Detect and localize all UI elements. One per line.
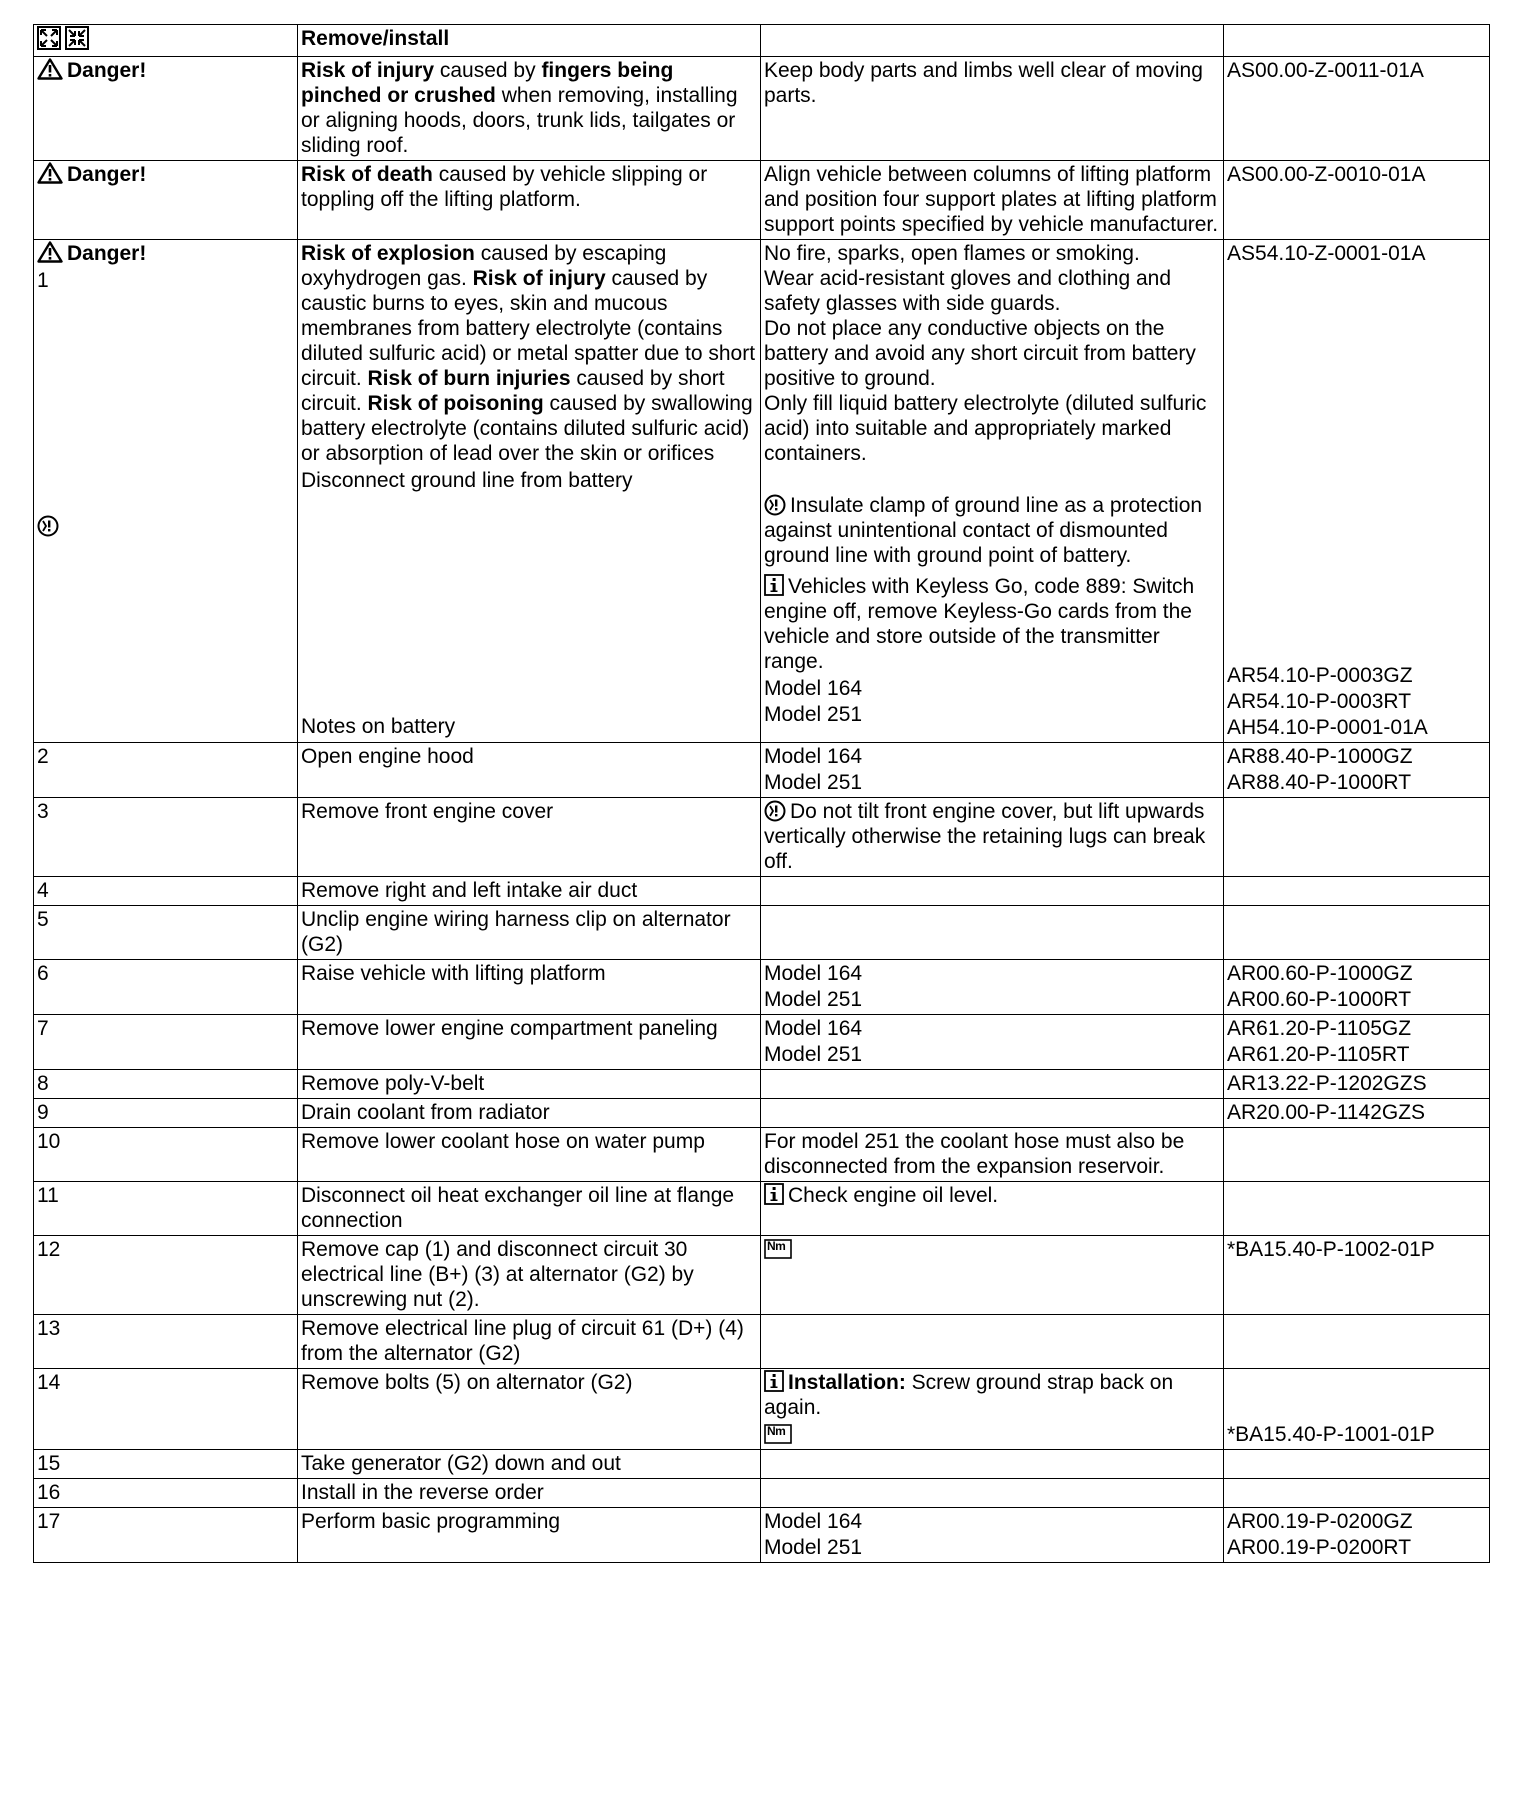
procedure-table (33, 24, 1490, 1563)
model-label: Model 164 (764, 962, 863, 985)
install-icon (65, 26, 89, 50)
step-number: 6 (37, 962, 49, 985)
step-action: Remove electrical line plug of circuit 61 (D+) (4) from the alternator (G2) (301, 1317, 744, 1365)
model-label: Model 164 (764, 1510, 863, 1533)
step-row (34, 1450, 1490, 1479)
step-action-cell (298, 1128, 761, 1182)
step-number: 16 (37, 1481, 61, 1504)
info-icon (764, 574, 784, 596)
document-ref: AH54.10-P-0001-01A (1227, 716, 1428, 739)
step-row (34, 1182, 1490, 1236)
model-label: Model 251 (764, 771, 863, 794)
step-note-cell (761, 743, 1224, 798)
step-number-cell (34, 1236, 298, 1315)
step-number: 11 (37, 1184, 59, 1207)
step-ref-cell (1224, 1315, 1490, 1369)
step-action: Remove lower engine compartment paneling (301, 1017, 718, 1040)
info-text: Vehicles with Keyless Go, code 889: Switch engine off, remove Keyless-Go cards from the vehicle and store outside of the transmitter range. (764, 575, 1195, 673)
danger-word: Danger! (67, 59, 147, 82)
step-action: Disconnect oil heat exchanger oil line at flange connection (301, 1184, 735, 1232)
step-number: 14 (37, 1371, 61, 1394)
hazard-text: when removing, installing or aligning hoods, doors, trunk lids, tailgates or sliding roof. (301, 84, 738, 157)
step-row (34, 877, 1490, 906)
danger-measure-cell (761, 161, 1224, 240)
info-icon (764, 1183, 784, 1205)
step-row (34, 1128, 1490, 1182)
danger-word: Danger! (67, 242, 147, 265)
danger-ref-cell (1224, 57, 1490, 161)
hazard-text: Risk of poisoning (367, 392, 544, 415)
danger-ref-cell (1224, 161, 1490, 240)
step-number-cell (34, 960, 298, 1015)
step-ref-cell (1224, 1479, 1490, 1508)
header-row (34, 25, 1490, 57)
step-text: For model 251 the coolant hose must also be disconnected from the expansion reservoir. (764, 1130, 1185, 1178)
document-ref: *BA15.40-P-1001-01P (1227, 1423, 1435, 1446)
hazard-text: caused by caustic burns to eyes, skin and mucous membranes from battery electrolyte (contains diluted sulfuric acid) or metal spatter due to short circuit. (301, 267, 756, 390)
danger-row (34, 240, 1490, 743)
step-ref-cell (1224, 960, 1490, 1015)
note-block (764, 493, 1220, 568)
warning-triangle-icon (37, 58, 63, 80)
step-row (34, 1015, 1490, 1070)
danger-measure: Align vehicle between columns of lifting platform and position four support plates at lifting platform support points specified by vehicle manufacturer. (764, 163, 1219, 236)
step-action: Take generator (G2) down and out (301, 1452, 621, 1475)
danger-label (37, 163, 146, 186)
warning-triangle-icon (37, 241, 63, 263)
header-icons-cell (34, 25, 298, 57)
step-row (34, 1236, 1490, 1315)
step-note-cell (761, 1315, 1224, 1369)
step-note-cell (761, 1450, 1224, 1479)
info-block (764, 1183, 1220, 1208)
step-action-cell (298, 1015, 761, 1070)
torque-block (764, 1237, 1220, 1262)
step-note-cell (761, 877, 1224, 906)
step-note-cell (761, 906, 1224, 960)
document-ref: AR54.10-P-0003GZ (1227, 664, 1413, 687)
danger-label-cell (34, 240, 298, 743)
note-icon (37, 515, 59, 537)
document-ref: AR61.20-P-1105RT (1227, 1043, 1410, 1066)
step-note-cell (761, 1182, 1224, 1236)
model-label: Model 164 (764, 677, 863, 700)
step-action-cell (298, 1182, 761, 1236)
step-ref-cell (1224, 1236, 1490, 1315)
document-ref: AR88.40-P-1000RT (1227, 771, 1412, 794)
step-number: 15 (37, 1452, 61, 1475)
hazard-text: caused by vehicle slipping or toppling off the lifting platform. (301, 163, 708, 211)
document-ref: AR00.60-P-1000RT (1227, 988, 1412, 1011)
info-block (764, 1370, 1220, 1420)
danger-hazard-cell (298, 161, 761, 240)
step-ref-cell (1224, 798, 1490, 877)
step-number-cell (34, 1315, 298, 1369)
step-row (34, 798, 1490, 877)
note-icon (764, 494, 786, 516)
step-action: Unclip engine wiring harness clip on alternator (G2) (301, 908, 731, 956)
step-action: Remove right and left intake air duct (301, 879, 638, 902)
step-ref-cell (1224, 1015, 1490, 1070)
info-block (764, 574, 1220, 674)
danger-measure-line: Only fill liquid battery electrolyte (diluted sulfuric acid) into suitable and appropriately marked containers. (764, 392, 1207, 465)
danger-measure-line: Do not place any conductive objects on the battery and avoid any short circuit from battery positive to ground. (764, 317, 1196, 390)
step-number-cell (34, 743, 298, 798)
step-action-cell (298, 1369, 761, 1450)
document-ref: AR20.00-P-1142GZS (1227, 1101, 1426, 1124)
note-block (764, 799, 1220, 874)
step-number-cell (34, 906, 298, 960)
step-action: Notes on battery (301, 715, 456, 738)
danger-hazard-cell (298, 240, 761, 743)
step-action-cell (298, 1508, 761, 1563)
danger-measure-line: No fire, sparks, open flames or smoking. (764, 242, 1140, 265)
step-ref-cell (1224, 877, 1490, 906)
step-row (34, 906, 1490, 960)
step-note-cell (761, 1508, 1224, 1563)
info-title: Installation: (788, 1371, 906, 1394)
step-number-cell (34, 1450, 298, 1479)
document-ref: AR00.19-P-0200GZ (1227, 1510, 1413, 1533)
step-row (34, 1508, 1490, 1563)
danger-label (37, 242, 146, 265)
step-ref-cell (1224, 1070, 1490, 1099)
danger-row (34, 57, 1490, 161)
step-ref-cell (1224, 1128, 1490, 1182)
step-action-cell (298, 877, 761, 906)
model-label: Model 251 (764, 703, 863, 726)
step-action-cell (298, 1315, 761, 1369)
step-action: Remove bolts (5) on alternator (G2) (301, 1371, 633, 1394)
step-note-cell (761, 1099, 1224, 1128)
step-number: 3 (37, 800, 49, 823)
hazard-text: Risk of burn injuries (367, 367, 571, 390)
step-number-cell (34, 877, 298, 906)
step-action-cell (298, 798, 761, 877)
step-number: 7 (37, 1017, 49, 1040)
step-number-cell (34, 1099, 298, 1128)
document-ref: AR00.60-P-1000GZ (1227, 962, 1413, 985)
document-ref: AS00.00-Z-0010-01A (1227, 163, 1426, 186)
step-ref-cell (1224, 1508, 1490, 1563)
step-action: Raise vehicle with lifting platform (301, 962, 606, 985)
model-label: Model 164 (764, 745, 863, 768)
step-action: Perform basic programming (301, 1510, 561, 1533)
step-action-cell (298, 960, 761, 1015)
step-action: Remove front engine cover (301, 800, 554, 823)
step-number-cell (34, 1070, 298, 1099)
step-row (34, 960, 1490, 1015)
document-ref: AS00.00-Z-0011-01A (1227, 59, 1424, 82)
torque-nm-label: Nm (767, 1424, 786, 1438)
hazard-text: caused by escaping oxyhydrogen gas. (301, 242, 667, 290)
step-row (34, 1315, 1490, 1369)
step-number: 9 (37, 1101, 49, 1124)
step-action-cell (298, 1099, 761, 1128)
torque-nm-badge (764, 1422, 792, 1442)
step-ref-cell (1224, 906, 1490, 960)
model-label: Model 251 (764, 1536, 863, 1559)
document-ref: AR54.10-P-0003RT (1227, 690, 1412, 713)
danger-label-cell (34, 57, 298, 161)
step-action-cell (298, 1236, 761, 1315)
step-number-cell (34, 1128, 298, 1182)
step-ref-cell (1224, 743, 1490, 798)
step-number: 17 (37, 1510, 61, 1533)
hazard-text: fingers being pinched or crushed (301, 59, 674, 107)
document-ref: AR88.40-P-1000GZ (1227, 745, 1413, 768)
step-number-cell (34, 1479, 298, 1508)
step-number: 13 (37, 1317, 61, 1340)
warning-triangle-icon (37, 162, 63, 184)
notes-icon-wrap (37, 514, 294, 539)
danger-word: Danger! (67, 163, 147, 186)
danger-hazard-cell (298, 57, 761, 161)
danger-measure-cell (761, 240, 1224, 743)
step-note-cell (761, 1070, 1224, 1099)
danger-row (34, 161, 1490, 240)
document-ref: AR00.19-P-0200RT (1227, 1536, 1412, 1559)
hazard-text: caused by (434, 59, 542, 82)
info-text: Screw ground strap back on again. (764, 1371, 1174, 1419)
note-text: Do not tilt front engine cover, but lift upwards vertically otherwise the retaining lugs can break off. (764, 800, 1206, 873)
danger-measure-line: Wear acid-resistant gloves and clothing and safety glasses with side guards. (764, 267, 1172, 315)
step-number: 1 (37, 269, 49, 292)
step-ref-cell (1224, 1369, 1490, 1450)
document-ref: AS54.10-Z-0001-01A (1227, 242, 1426, 265)
hazard-text: caused by short circuit. (301, 367, 725, 415)
info-text: Check engine oil level. (788, 1184, 999, 1207)
model-label: Model 164 (764, 1017, 863, 1040)
danger-label (37, 59, 146, 82)
danger-measure-cell (761, 57, 1224, 161)
step-action: Remove cap (1) and disconnect circuit 30 electrical line (B+) (3) at alternator (G2) by unscrewing nut (2). (301, 1238, 694, 1311)
note-text: Insulate clamp of ground line as a protection against unintentional contact of dismounted ground line with ground point of battery. (764, 494, 1203, 567)
step-note-cell (761, 1015, 1224, 1070)
torque-nm-label: Nm (767, 1239, 786, 1253)
danger-label-cell (34, 161, 298, 240)
hazard-text: Risk of death (301, 163, 433, 186)
step-number: 2 (37, 745, 49, 768)
step-number: 5 (37, 908, 49, 931)
hazard-text: Risk of injury (472, 267, 606, 290)
step-row (34, 1070, 1490, 1099)
step-ref-cell (1224, 1182, 1490, 1236)
hazard-text: Risk of explosion (301, 242, 475, 265)
step-action-cell (298, 1479, 761, 1508)
step-action: Drain coolant from radiator (301, 1101, 550, 1124)
step-action: Remove lower coolant hose on water pump (301, 1130, 705, 1153)
hazard-text: caused by swallowing battery electrolyte (contains diluted sulfuric acid) or absorption of lead over the skin or orifices (301, 392, 753, 465)
step-action: Install in the reverse order (301, 1481, 544, 1504)
step-number-cell (34, 798, 298, 877)
step-note-cell (761, 960, 1224, 1015)
model-label: Model 251 (764, 988, 863, 1011)
step-row (34, 1479, 1490, 1508)
step-number-cell (34, 1015, 298, 1070)
model-label: Model 251 (764, 1043, 863, 1066)
document-ref: AR61.20-P-1105GZ (1227, 1017, 1412, 1040)
step-number-cell (34, 1508, 298, 1563)
step-number: 12 (37, 1238, 61, 1261)
document-ref: *BA15.40-P-1002-01P (1227, 1238, 1435, 1261)
torque-block (764, 1422, 1220, 1447)
step-row (34, 743, 1490, 798)
step-number-cell (34, 1182, 298, 1236)
step-ref-cell (1224, 1099, 1490, 1128)
torque-nm-badge (764, 1237, 792, 1257)
danger-measure: Keep body parts and limbs well clear of moving parts. (764, 59, 1203, 107)
step-ref-cell (1224, 1450, 1490, 1479)
step-number-cell (34, 1369, 298, 1450)
step-action: Open engine hood (301, 745, 474, 768)
note-icon (764, 800, 786, 822)
hazard-text: Risk of injury (301, 59, 435, 82)
step-note-cell (761, 1369, 1224, 1450)
step-action-cell (298, 1070, 761, 1099)
step-action: Disconnect ground line from battery (301, 469, 633, 492)
step-number: 10 (37, 1130, 61, 1153)
step-number: 4 (37, 879, 49, 902)
step-note-cell (761, 1479, 1224, 1508)
step-note-cell (761, 1236, 1224, 1315)
document-ref: AR13.22-P-1202GZS (1227, 1072, 1427, 1095)
header-title: Remove/install (298, 25, 761, 57)
step-row (34, 1099, 1490, 1128)
step-note-cell (761, 1128, 1224, 1182)
danger-ref-cell (1224, 240, 1490, 743)
step-number: 8 (37, 1072, 49, 1095)
step-action-cell (298, 1450, 761, 1479)
step-note-cell (761, 798, 1224, 877)
step-action-cell (298, 906, 761, 960)
step-action: Remove poly-V-belt (301, 1072, 485, 1095)
step-row (34, 1369, 1490, 1450)
info-icon (764, 1370, 784, 1392)
remove-icon (37, 26, 61, 50)
step-action-cell (298, 743, 761, 798)
